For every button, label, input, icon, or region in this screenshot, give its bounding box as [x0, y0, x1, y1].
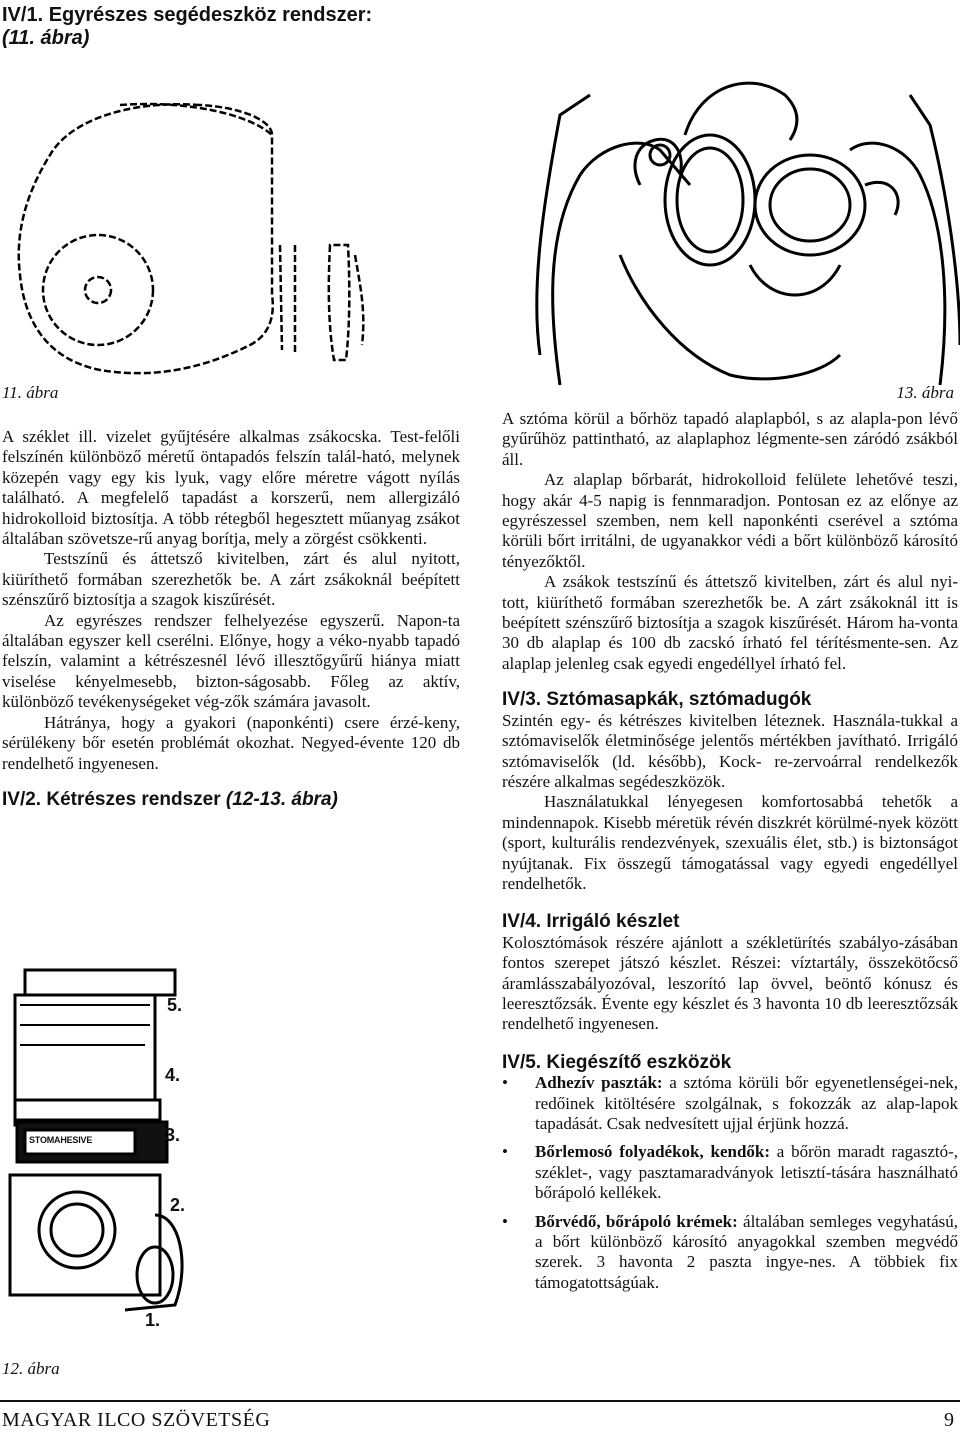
bullet-text: általában semleges vegyhatású, a bőrt különböző károsító anyagokkal szemben megvédő szerek. 3 havonta 2 paszta ingye-nes. A többiek fix támogatottságúak.	[535, 1211, 958, 1292]
tube-label: STOMAHESIVE	[29, 1135, 93, 1145]
bullet-term: Bőrlemosó folyadékok, kendők:	[535, 1142, 771, 1162]
figure-12-illustration	[5, 965, 195, 1335]
paragraph: A sztóma körül a bőrhöz tapadó alaplapból, s az alapla-pon lévő gyűrűhöz pattintható, az alaplaphoz légmente-sen záródó zsákból áll.	[502, 409, 958, 469]
fig12-label-3: 3.	[165, 1125, 181, 1145]
section-title	[2, 4, 472, 50]
figure-12-caption: 12. ábra	[2, 1359, 60, 1378]
fig12-label-1: 1.	[145, 1310, 161, 1330]
heading-iv2-sub: (12-13. ábra)	[225, 788, 338, 810]
figure-11-illustration	[10, 95, 440, 380]
right-column	[502, 409, 958, 1301]
footer-organization: MAGYAR ILCO SZÖVETSÉG	[2, 1409, 271, 1431]
paragraph: Szintén egy- és kétrészes kivitelben léteznek. Használa-tukkal a sztómaviselők életminősége jelentős mértékben javítható. Irrigáló sztómaviselők (ld. később), Kock- re-zervoárral rendelkezők részére alkalmas segédeszközök.	[502, 710, 958, 791]
figure-13-illustration	[520, 55, 960, 395]
bullet-term: Adhezív paszták:	[535, 1073, 663, 1093]
list-item	[502, 1073, 958, 1134]
paragraph: Kolosztómások részére ajánlott a székletürítés szabályo-zásában fontos szerepet játszó készlet. Részei: víztartály, összekötőcső áramlásszabályozóval, leszorító lap övvel, beöntő kónusz és leeresztőzsák. Évente egy készlet és 3 havonta 10 db leeresztőzsák rendelhető ingyenesen.	[502, 932, 958, 1034]
fig12-label-4: 4.	[165, 1065, 181, 1085]
bullet-list	[502, 1073, 958, 1293]
bullet-text: a bőrön maradt ragasztó-, széklet-, vagy pasztamaradványok letisztí-tására használható bőrápoló kellékek.	[535, 1142, 958, 1203]
paragraph: Az egyrészes rendszer felhelyezése egyszerű. Napon-ta általában egyszer kell cserélni. Előnye, hogy a véko-nyabb tapadó felszín, valamint a kétrészesnél lévő illesztőgyűrű hiánya miatt viselése kényelmesebb, bizton-ságosabb. Főleg az aktív, különböző tevékenységeket vég-zők számára javasolt.	[2, 610, 460, 712]
list-item	[502, 1142, 958, 1203]
paragraph: A zsákok testszínű és áttetsző kivitelben, zárt és alul nyi-tott, kiüríthető formában szerezhetők be. A zárt zsákoknál itt is beépített szénszűrő biztosítja a szagok kiszűrését. Három ha-vonta 30 db alaplap és 100 db zacskó írható fel térítésmente-sen. Az alaplap jelenleg csak egyedi engedéllyel írható fel.	[502, 572, 958, 673]
heading-iv5: IV/5. Kiegészítő eszközök	[502, 1051, 732, 1073]
heading-iv4: IV/4. Irrigáló készlet	[502, 911, 680, 933]
footer-divider	[0, 1400, 960, 1402]
list-item	[502, 1212, 958, 1294]
section-title-sub: (11. ábra)	[2, 27, 90, 49]
fig12-label-2: 2.	[170, 1195, 186, 1215]
paragraph: Testszínű és áttetsző kivitelben, zárt és alul nyitott, kiüríthető formában szerezhetők be. A zárt zsákoknál beépített szénszűrő biztosítja a szagok kiszűrését.	[2, 549, 460, 610]
section-title-main: IV/1. Egyrészes segédeszköz rendszer:	[2, 4, 373, 26]
heading-iv2	[2, 790, 460, 810]
paragraph: A széklet ill. vizelet gyűjtésére alkalmas zsákocska. Test-felőli felszínén különböző méretű öntapadós felszín talál-ható, melynek közepén vagy egy kis lyuk, vagy előre méretre vágott nyílás található. A megfelelő tapadást a korszerű, nem allergizáló hidrokolloid biztosítja. A több rétegből hegesztett műanyag zsákot általában szövetsze-rű anyag borítja, mely a zörgést csökkenti.	[2, 427, 460, 549]
heading-iv3: IV/3. Sztómasapkák, sztómadugók	[502, 689, 812, 711]
figure-11-caption: 11. ábra	[2, 383, 59, 402]
paragraph: Használatukkal lényegesen komfortosabbá tehetők a mindennapok. Kisebb méretük révén diszkrét körülmé-nyek között (sport, kulturális rendezvények, szexuális élet, stb.) is biztonságot nyújtanak. Fix összegű támogatással vagy egyedi engedéllyel rendelhetők.	[502, 792, 958, 893]
left-column	[2, 427, 460, 810]
heading-iv2-main: IV/2. Kétrészes rendszer	[2, 788, 221, 810]
bullet-text: a sztóma körüli bőr egyenetlenségei-nek, redőinek kitöltésére szolgálnak, s fokozzák az alap-lapok tapadását. Csak nedvesített ujjal érjünk hozzá.	[535, 1073, 958, 1133]
paragraph: Hátránya, hogy a gyakori (naponkénti) csere érzé-keny, sérülékeny bőr esetén problémát okozhat. Negyed-évente 120 db rendelhető ingyenesen.	[2, 712, 460, 773]
fig12-label-5: 5.	[167, 995, 183, 1015]
figure-13-caption: 13. ábra	[896, 383, 954, 402]
page-number: 9	[944, 1409, 954, 1431]
bullet-term: Bőrvédő, bőrápoló krémek:	[535, 1211, 738, 1231]
paragraph: Az alaplap bőrbarát, hidrokolloid felülete lehetővé teszi, hogy akár 4-5 napig is fennmaradjon. Pontosan ez az előnye az egyrészessel szemben, nem kell naponkénti cserével a sztóma körüli bőrt irritálni, de ugyanakkor védi a bőrt különböző károsító tényezőktől.	[502, 470, 958, 571]
